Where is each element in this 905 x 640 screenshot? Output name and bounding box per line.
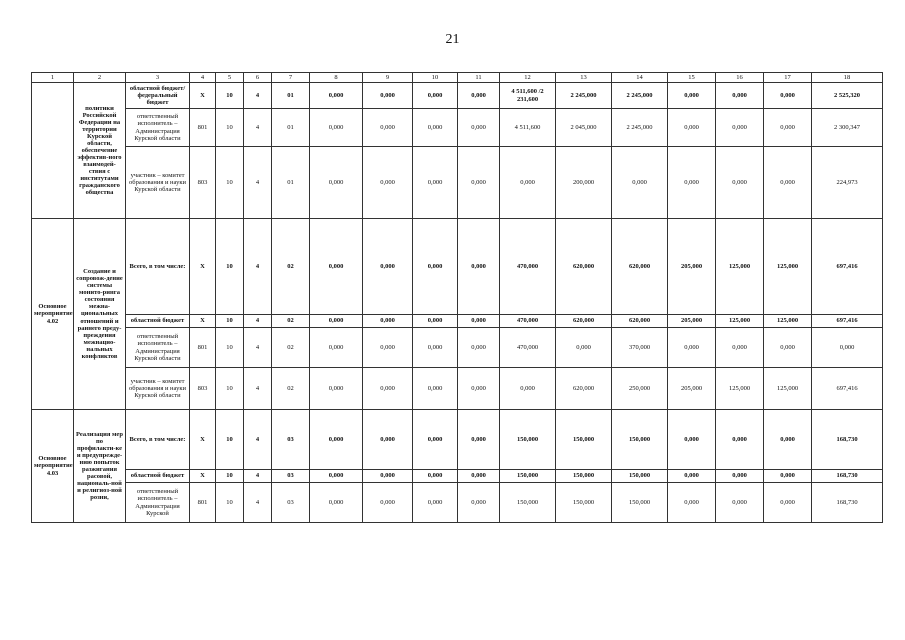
grbs-code-cell: 801 bbox=[190, 109, 216, 147]
value-cell: 697,416 bbox=[812, 368, 883, 410]
value-cell: 620,000 bbox=[612, 219, 668, 315]
funding-source-cell: участник – комитет образования и науки Курской области bbox=[126, 147, 190, 219]
grbs-code-cell: 803 bbox=[190, 368, 216, 410]
value-cell: 2 245,000 bbox=[556, 83, 612, 109]
value-cell: 250,000 bbox=[612, 368, 668, 410]
program-code-cell: 02 bbox=[272, 315, 310, 328]
value-cell: 470,000 bbox=[500, 328, 556, 368]
table-row bbox=[32, 109, 883, 147]
page-number: 21 bbox=[445, 32, 460, 47]
value-cell: 0,000 bbox=[812, 328, 883, 368]
value-cell: 0,000 bbox=[363, 483, 413, 523]
value-cell: 150,000 bbox=[556, 483, 612, 523]
budget-table bbox=[31, 72, 883, 523]
value-cell: 0,000 bbox=[413, 328, 458, 368]
header-cell: 16 bbox=[716, 73, 764, 83]
header-cell: 6 bbox=[244, 73, 272, 83]
value-cell: 125,000 bbox=[716, 219, 764, 315]
value-cell: 4 511,600 bbox=[500, 109, 556, 147]
value-cell: 150,000 bbox=[612, 410, 668, 470]
value-cell: 0,000 bbox=[716, 147, 764, 219]
value-cell: 0,000 bbox=[310, 470, 363, 483]
value-cell: 125,000 bbox=[764, 315, 812, 328]
value-cell: 0,000 bbox=[764, 470, 812, 483]
value-cell: 200,000 bbox=[556, 147, 612, 219]
value-cell: 0,000 bbox=[310, 147, 363, 219]
section-code-cell: 10 bbox=[216, 483, 244, 523]
funding-source-cell: областной бюджет bbox=[126, 315, 190, 328]
value-cell: 205,000 bbox=[668, 219, 716, 315]
value-cell: 205,000 bbox=[668, 368, 716, 410]
value-cell: 0,000 bbox=[458, 368, 500, 410]
value-cell: 2 300,347 bbox=[812, 109, 883, 147]
funding-source-cell: ответственный исполнитель – Администрация Курской области bbox=[126, 328, 190, 368]
activity-code-cell bbox=[32, 83, 74, 219]
table-row bbox=[32, 483, 883, 523]
program-code-cell: 03 bbox=[272, 483, 310, 523]
value-cell: 0,000 bbox=[668, 410, 716, 470]
header-cell: 7 bbox=[272, 73, 310, 83]
section-code-cell: 10 bbox=[216, 470, 244, 483]
grbs-code-cell: Х bbox=[190, 470, 216, 483]
section-code-cell: 10 bbox=[216, 109, 244, 147]
value-cell: 2 525,320 bbox=[812, 83, 883, 109]
header-cell: 12 bbox=[500, 73, 556, 83]
activity-code-cell: Основное мероприятие 4.02 bbox=[32, 219, 74, 410]
value-cell: 0,000 bbox=[458, 109, 500, 147]
subsection-code-cell: 4 bbox=[244, 368, 272, 410]
value-cell: 0,000 bbox=[363, 328, 413, 368]
value-cell: 125,000 bbox=[764, 219, 812, 315]
value-cell: 0,000 bbox=[310, 83, 363, 109]
program-code-cell: 03 bbox=[272, 410, 310, 470]
header-cell: 10 bbox=[413, 73, 458, 83]
program-code-cell: 01 bbox=[272, 147, 310, 219]
value-cell: 0,000 bbox=[556, 328, 612, 368]
value-cell: 0,000 bbox=[458, 315, 500, 328]
subsection-code-cell: 4 bbox=[244, 315, 272, 328]
section-code-cell: 10 bbox=[216, 410, 244, 470]
value-cell: 125,000 bbox=[764, 368, 812, 410]
value-cell: 150,000 bbox=[500, 483, 556, 523]
value-cell: 0,000 bbox=[668, 109, 716, 147]
value-cell: 2 245,000 bbox=[612, 109, 668, 147]
value-cell: 370,000 bbox=[612, 328, 668, 368]
value-cell: 0,000 bbox=[363, 410, 413, 470]
value-cell: 0,000 bbox=[764, 410, 812, 470]
value-cell: 0,000 bbox=[458, 328, 500, 368]
header-cell: 15 bbox=[668, 73, 716, 83]
value-cell: 150,000 bbox=[556, 470, 612, 483]
value-cell: 0,000 bbox=[310, 219, 363, 315]
value-cell: 168,730 bbox=[812, 470, 883, 483]
section-code-cell: 10 bbox=[216, 368, 244, 410]
value-cell: 0,000 bbox=[310, 368, 363, 410]
header-cell: 13 bbox=[556, 73, 612, 83]
value-cell: 0,000 bbox=[458, 470, 500, 483]
value-cell: 0,000 bbox=[458, 83, 500, 109]
value-cell: 620,000 bbox=[556, 368, 612, 410]
section-code-cell: 10 bbox=[216, 328, 244, 368]
subsection-code-cell: 4 bbox=[244, 483, 272, 523]
grbs-code-cell: Х bbox=[190, 410, 216, 470]
header-row bbox=[32, 73, 883, 83]
activity-name-cell: политики Российской Федерации на территории Курской области, обеспечение эффектив-ного взаимодей-ствия с институтами гражданского общества bbox=[74, 83, 126, 219]
value-cell: 0,000 bbox=[413, 410, 458, 470]
value-cell: 620,000 bbox=[612, 315, 668, 328]
program-code-cell: 02 bbox=[272, 368, 310, 410]
subsection-code-cell: 4 bbox=[244, 410, 272, 470]
value-cell: 0,000 bbox=[716, 109, 764, 147]
value-cell: 0,000 bbox=[413, 147, 458, 219]
grbs-code-cell: Х bbox=[190, 219, 216, 315]
header-cell: 2 bbox=[74, 73, 126, 83]
value-cell: 0,000 bbox=[612, 147, 668, 219]
value-cell: 2 245,000 bbox=[612, 83, 668, 109]
value-cell: 0,000 bbox=[363, 147, 413, 219]
table-row bbox=[32, 410, 883, 470]
value-cell: 620,000 bbox=[556, 219, 612, 315]
activity-name-cell: Реализация мер по профилакти-ке и предупрежде-нию попыток разжигания расовой, националь-ной и религиоз-ной розни, bbox=[74, 410, 126, 523]
grbs-code-cell: Х bbox=[190, 315, 216, 328]
section-code-cell: 10 bbox=[216, 83, 244, 109]
program-code-cell: 01 bbox=[272, 109, 310, 147]
value-cell: 0,000 bbox=[668, 483, 716, 523]
grbs-code-cell: 801 bbox=[190, 483, 216, 523]
value-cell: 0,000 bbox=[668, 470, 716, 483]
value-cell: 0,000 bbox=[413, 315, 458, 328]
program-code-cell: 02 bbox=[272, 219, 310, 315]
value-cell: 4 511,600 /2 231,600 bbox=[500, 83, 556, 109]
subsection-code-cell: 4 bbox=[244, 147, 272, 219]
value-cell: 150,000 bbox=[612, 483, 668, 523]
section-code-cell: 10 bbox=[216, 219, 244, 315]
value-cell: 470,000 bbox=[500, 315, 556, 328]
table-row bbox=[32, 315, 883, 328]
value-cell: 0,000 bbox=[413, 470, 458, 483]
program-code-cell: 03 bbox=[272, 470, 310, 483]
value-cell: 470,000 bbox=[500, 219, 556, 315]
table-row bbox=[32, 219, 883, 315]
value-cell: 0,000 bbox=[310, 328, 363, 368]
subsection-code-cell: 4 bbox=[244, 219, 272, 315]
subsection-code-cell: 4 bbox=[244, 470, 272, 483]
value-cell: 2 045,000 bbox=[556, 109, 612, 147]
funding-source-cell: Всего, в том числе: bbox=[126, 410, 190, 470]
subsection-code-cell: 4 bbox=[244, 109, 272, 147]
value-cell: 0,000 bbox=[764, 483, 812, 523]
value-cell: 150,000 bbox=[612, 470, 668, 483]
value-cell: 0,000 bbox=[764, 147, 812, 219]
value-cell: 168,730 bbox=[812, 410, 883, 470]
program-code-cell: 02 bbox=[272, 328, 310, 368]
section-code-cell: 10 bbox=[216, 315, 244, 328]
value-cell: 620,000 bbox=[556, 315, 612, 328]
table-row bbox=[32, 328, 883, 368]
grbs-code-cell: 803 bbox=[190, 147, 216, 219]
value-cell: 0,000 bbox=[363, 470, 413, 483]
grbs-code-cell: Х bbox=[190, 83, 216, 109]
activity-name-cell: Создание и сопровож-дение системы монито-ринга состояния межна-циональных отношений и раннего преду-преждения межнацио-нальных конфликтов bbox=[74, 219, 126, 410]
value-cell: 0,000 bbox=[458, 483, 500, 523]
header-cell: 18 bbox=[812, 73, 883, 83]
value-cell: 168,730 bbox=[812, 483, 883, 523]
funding-source-cell: ответственный исполнитель – Администрация Курской области bbox=[126, 109, 190, 147]
value-cell: 150,000 bbox=[556, 410, 612, 470]
header-cell: 8 bbox=[310, 73, 363, 83]
funding-source-cell: участник – комитет образования и науки Курской области bbox=[126, 368, 190, 410]
value-cell: 0,000 bbox=[413, 109, 458, 147]
value-cell: 0,000 bbox=[716, 83, 764, 109]
header-cell: 4 bbox=[190, 73, 216, 83]
value-cell: 0,000 bbox=[668, 328, 716, 368]
value-cell: 150,000 bbox=[500, 410, 556, 470]
funding-source-cell: Всего, в том числе: bbox=[126, 219, 190, 315]
value-cell: 224,973 bbox=[812, 147, 883, 219]
value-cell: 0,000 bbox=[363, 219, 413, 315]
header-cell: 17 bbox=[764, 73, 812, 83]
value-cell: 0,000 bbox=[716, 470, 764, 483]
funding-source-cell: областной бюджет bbox=[126, 470, 190, 483]
header-cell: 5 bbox=[216, 73, 244, 83]
value-cell: 0,000 bbox=[764, 328, 812, 368]
value-cell: 0,000 bbox=[716, 483, 764, 523]
header-cell: 9 bbox=[363, 73, 413, 83]
value-cell: 0,000 bbox=[310, 315, 363, 328]
value-cell: 697,416 bbox=[812, 315, 883, 328]
header-cell: 11 bbox=[458, 73, 500, 83]
funding-source-cell: областной бюджет/ федеральный бюджет bbox=[126, 83, 190, 109]
program-code-cell: 01 bbox=[272, 83, 310, 109]
value-cell: 125,000 bbox=[716, 315, 764, 328]
value-cell: 0,000 bbox=[500, 147, 556, 219]
value-cell: 0,000 bbox=[310, 483, 363, 523]
value-cell: 0,000 bbox=[363, 368, 413, 410]
header-cell: 1 bbox=[32, 73, 74, 83]
value-cell: 0,000 bbox=[668, 83, 716, 109]
value-cell: 0,000 bbox=[413, 483, 458, 523]
value-cell: 0,000 bbox=[458, 219, 500, 315]
value-cell: 0,000 bbox=[363, 315, 413, 328]
grbs-code-cell: 801 bbox=[190, 328, 216, 368]
activity-code-cell: Основное мероприятие 4.03 bbox=[32, 410, 74, 523]
value-cell: 0,000 bbox=[764, 83, 812, 109]
header-cell: 14 bbox=[612, 73, 668, 83]
table-row bbox=[32, 368, 883, 410]
subsection-code-cell: 4 bbox=[244, 328, 272, 368]
value-cell: 0,000 bbox=[310, 109, 363, 147]
section-code-cell: 10 bbox=[216, 147, 244, 219]
funding-source-cell: ответственный исполнитель – Администрация Курской bbox=[126, 483, 190, 523]
value-cell: 0,000 bbox=[500, 368, 556, 410]
table-row bbox=[32, 470, 883, 483]
value-cell: 0,000 bbox=[413, 219, 458, 315]
value-cell: 205,000 bbox=[668, 315, 716, 328]
value-cell: 0,000 bbox=[764, 109, 812, 147]
value-cell: 697,416 bbox=[812, 219, 883, 315]
table-row bbox=[32, 147, 883, 219]
value-cell: 0,000 bbox=[458, 147, 500, 219]
table-row bbox=[32, 83, 883, 109]
header-cell: 3 bbox=[126, 73, 190, 83]
value-cell: 150,000 bbox=[500, 470, 556, 483]
value-cell: 0,000 bbox=[716, 410, 764, 470]
subsection-code-cell: 4 bbox=[244, 83, 272, 109]
value-cell: 0,000 bbox=[458, 410, 500, 470]
value-cell: 0,000 bbox=[363, 109, 413, 147]
value-cell: 0,000 bbox=[668, 147, 716, 219]
value-cell: 0,000 bbox=[310, 410, 363, 470]
value-cell: 0,000 bbox=[363, 83, 413, 109]
value-cell: 0,000 bbox=[413, 83, 458, 109]
value-cell: 125,000 bbox=[716, 368, 764, 410]
value-cell: 0,000 bbox=[716, 328, 764, 368]
value-cell: 0,000 bbox=[413, 368, 458, 410]
